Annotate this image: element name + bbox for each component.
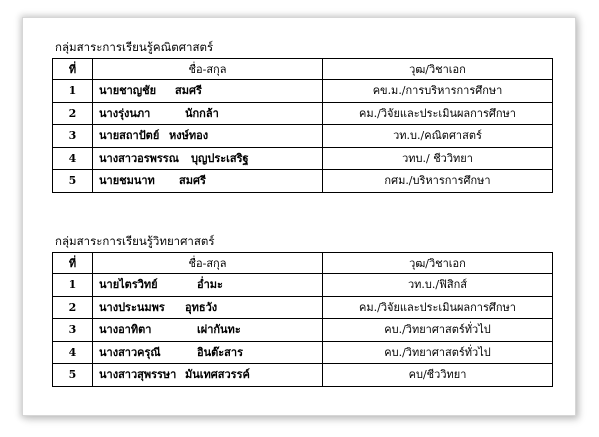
table-row	[53, 319, 553, 342]
row-num: 4	[53, 341, 93, 364]
table-row	[53, 296, 553, 319]
header-num: ที่	[53, 59, 93, 80]
header-degree: วุฒ/วิชาเอก	[323, 59, 553, 80]
first-name: นายชาญชัย	[99, 84, 157, 98]
row-num: 2	[53, 102, 93, 125]
last-name: อุทธวัง	[185, 300, 218, 314]
first-name: นางประนมพร	[99, 300, 165, 314]
first-name: นายสถาปัตย์	[99, 129, 160, 143]
last-name: สมศรี	[175, 84, 202, 98]
table-row	[53, 170, 553, 193]
table-row	[53, 80, 553, 103]
first-name: นางสาวอรพรรณ	[99, 151, 179, 165]
last-name: อ่ำมะ	[197, 278, 223, 292]
first-name: นางรุ่งนภา	[99, 106, 151, 120]
row-degree: คบ/ชีววิทยา	[323, 364, 553, 387]
row-name	[93, 341, 323, 364]
table-header-row	[53, 59, 553, 80]
row-name	[93, 364, 323, 387]
table-row	[53, 341, 553, 364]
section-title-math: กลุ่มสาระการเรียนรู้คณิตศาสตร์	[55, 40, 214, 54]
document-card	[22, 17, 576, 416]
header-name: ชื่อ-สกุล	[93, 59, 323, 80]
last-name: อินต๊ะสาร	[197, 345, 243, 359]
row-name	[93, 147, 323, 170]
row-degree: กศม./บริหารการศึกษา	[323, 170, 553, 193]
row-num: 4	[53, 147, 93, 170]
header-degree: วุฒ/วิชาเอก	[323, 253, 553, 274]
row-num: 2	[53, 296, 93, 319]
row-name	[93, 274, 323, 297]
last-name: นักกล้า	[185, 106, 219, 120]
row-num: 3	[53, 125, 93, 148]
header-num: ที่	[53, 253, 93, 274]
row-num: 1	[53, 80, 93, 103]
table-row	[53, 125, 553, 148]
row-degree: วทบ./ ชีววิทยา	[323, 147, 553, 170]
row-degree: คข.ม./การบริหารการศึกษา	[323, 80, 553, 103]
table-row	[53, 147, 553, 170]
row-name	[93, 296, 323, 319]
row-name	[93, 319, 323, 342]
row-num: 1	[53, 274, 93, 297]
row-name	[93, 125, 323, 148]
last-name: หงษ์ทอง	[169, 129, 209, 143]
row-degree: คม./วิจัยและประเมินผลการศึกษา	[323, 102, 553, 125]
first-name: นางอาทิตา	[99, 323, 152, 337]
row-name	[93, 80, 323, 103]
first-name: นางสาวสุพรรษา	[99, 368, 177, 382]
first-name: นายชมนาท	[99, 174, 155, 188]
row-name	[93, 102, 323, 125]
row-degree: คบ./วิทยาศาสตร์ทั่วไป	[323, 341, 553, 364]
row-num: 3	[53, 319, 93, 342]
last-name: สมศรี	[179, 174, 206, 188]
header-name: ชื่อ-สกุล	[93, 253, 323, 274]
table-math	[52, 58, 553, 193]
section-title-science: กลุ่มสาระการเรียนรู้วิทยาศาสตร์	[55, 234, 215, 248]
table-row	[53, 274, 553, 297]
first-name: นางสาวครุณี	[99, 345, 161, 359]
table-header-row	[53, 253, 553, 274]
last-name: มันเทศสวรรค์	[185, 368, 250, 382]
first-name: นายไตรวิทย์	[99, 278, 158, 292]
last-name: บุญประเสริฐ	[191, 151, 249, 165]
row-degree: วท.บ./ฟิสิกส์	[323, 274, 553, 297]
last-name: เผ่ากันทะ	[197, 323, 241, 337]
table-science	[52, 252, 553, 387]
row-degree: วท.บ./คณิตศาสตร์	[323, 125, 553, 148]
table-row	[53, 102, 553, 125]
row-num: 5	[53, 364, 93, 387]
table-row	[53, 364, 553, 387]
row-num: 5	[53, 170, 93, 193]
row-degree: คม./วิจัยและประเมินผลการศึกษา	[323, 296, 553, 319]
row-degree: คบ./วิทยาศาสตร์ทั่วไป	[323, 319, 553, 342]
row-name	[93, 170, 323, 193]
